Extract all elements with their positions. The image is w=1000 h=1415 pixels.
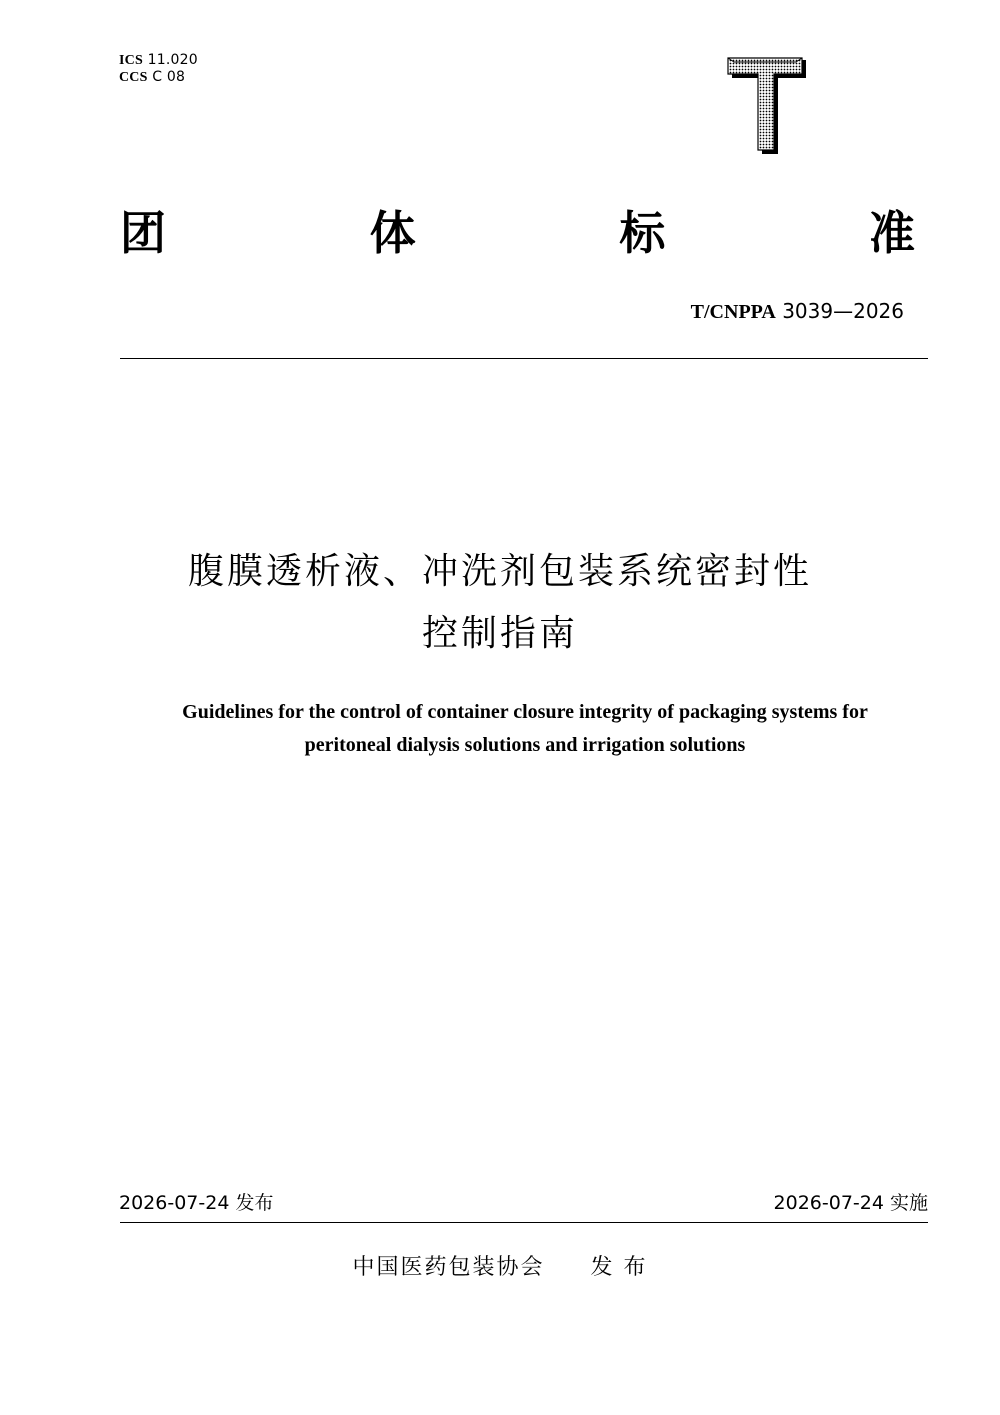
standard-number-prefix: T/CNPPA	[690, 301, 776, 323]
category-char-4: 准	[868, 206, 915, 260]
issue-date: 2026-07-24 发布	[119, 1192, 274, 1214]
title-cn-line-1: 腹膜透析液、冲洗剂包装系统密封性	[187, 551, 812, 592]
ics-code	[119, 52, 198, 69]
category-char-1: 团	[120, 206, 166, 260]
standard-number	[691, 298, 904, 325]
category-char-3: 标	[619, 206, 666, 260]
ccs-value: C 08	[152, 69, 186, 85]
category-char-2: 体	[369, 206, 416, 260]
ics-value: 11.020	[147, 52, 198, 68]
standard-number-value: 3039—2026	[782, 299, 904, 323]
top-divider	[120, 358, 928, 359]
implementation-date: 2026-07-24 实施	[773, 1192, 928, 1214]
ics-label: ICS	[119, 53, 143, 68]
ccs-code	[119, 69, 185, 86]
standard-category	[120, 200, 915, 260]
publisher-name: 中国医药包装协会	[352, 1255, 545, 1280]
standard-type-t-logo-icon	[726, 56, 808, 156]
title-cn-line-2: 控制指南	[421, 613, 578, 654]
publisher	[0, 1254, 1000, 1282]
title-en-line-2: peritoneal dialysis solutions and irrigation solutions	[304, 734, 746, 756]
bottom-divider	[120, 1222, 928, 1223]
title-en-line-1: Guidelines for the control of container closure integrity of packaging systems for	[182, 701, 868, 723]
publisher-action: 发 布	[590, 1255, 648, 1280]
ccs-label: CCS	[119, 70, 148, 85]
